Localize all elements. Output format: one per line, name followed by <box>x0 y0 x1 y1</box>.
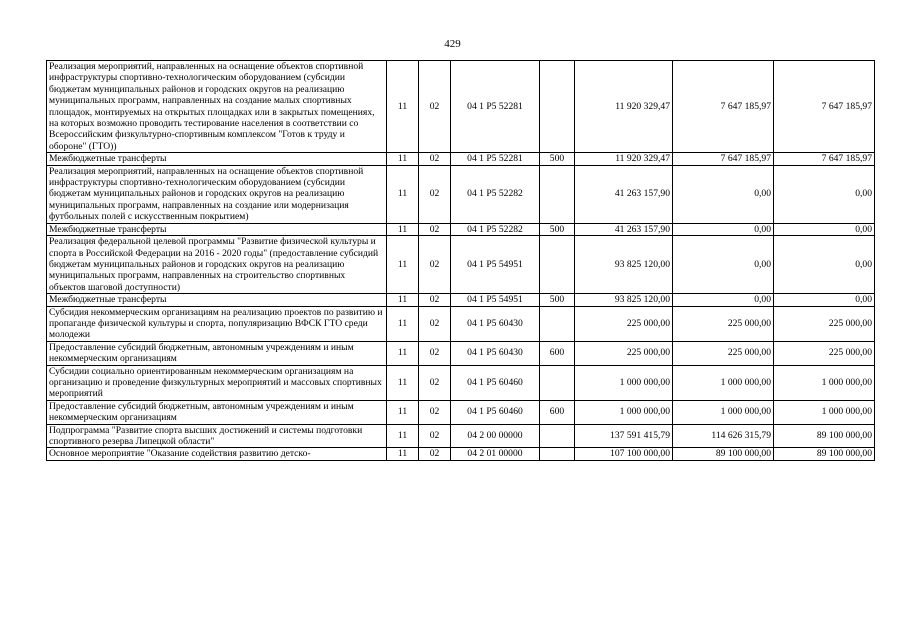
section-cell: 11 <box>387 424 419 448</box>
subsection-cell: 02 <box>419 223 451 235</box>
table-row <box>47 165 875 223</box>
amount-year2-cell: 1 000 000,00 <box>673 400 774 424</box>
amount-year3-cell: 1 000 000,00 <box>774 365 875 400</box>
expense-type-cell <box>540 448 575 460</box>
name-cell: Предоставление субсидий бюджетным, автономным учреждениям и иным некоммерческим организациям <box>47 341 387 365</box>
expense-type-cell: 600 <box>540 341 575 365</box>
name-cell: Подпрограмма "Развитие спорта высших достижений и системы подготовки спортивного резерва Липецкой области" <box>47 424 387 448</box>
name-cell: Реализация мероприятий, направленных на оснащение объектов спортивной инфраструктуры спортивно-технологическим оборудованием (субсидии бюджетам муниципальных районов и городских округов на реализацию муниципальных программ, направленных на создание или модернизация футбольных полей с искусственным покрытием) <box>47 165 387 223</box>
name-cell: Межбюджетные трансферты <box>47 223 387 235</box>
table-row <box>47 223 875 235</box>
target-article-cell: 04 2 01 00000 <box>451 448 540 460</box>
expense-type-cell <box>540 236 575 294</box>
amount-year1-cell: 1 000 000,00 <box>575 400 673 424</box>
section-cell: 11 <box>387 236 419 294</box>
amount-year1-cell: 93 825 120,00 <box>575 294 673 306</box>
subsection-cell: 02 <box>419 236 451 294</box>
target-article-cell: 04 1 P5 54951 <box>451 294 540 306</box>
table-row <box>47 236 875 294</box>
amount-year3-cell: 225 000,00 <box>774 306 875 341</box>
amount-year2-cell: 89 100 000,00 <box>673 448 774 460</box>
subsection-cell: 02 <box>419 306 451 341</box>
table-row <box>47 448 875 460</box>
target-article-cell: 04 1 P5 60460 <box>451 365 540 400</box>
table-row <box>47 306 875 341</box>
amount-year1-cell: 107 100 000,00 <box>575 448 673 460</box>
expense-type-cell <box>540 165 575 223</box>
name-cell: Межбюджетные трансферты <box>47 294 387 306</box>
amount-year3-cell: 1 000 000,00 <box>774 400 875 424</box>
amount-year2-cell: 225 000,00 <box>673 341 774 365</box>
target-article-cell: 04 1 P5 52282 <box>451 223 540 235</box>
section-cell: 11 <box>387 365 419 400</box>
amount-year3-cell: 0,00 <box>774 223 875 235</box>
target-article-cell: 04 1 P5 60430 <box>451 341 540 365</box>
table-body <box>47 61 875 461</box>
section-cell: 11 <box>387 61 419 153</box>
amount-year1-cell: 225 000,00 <box>575 341 673 365</box>
amount-year3-cell: 7 647 185,97 <box>774 153 875 165</box>
subsection-cell: 02 <box>419 153 451 165</box>
target-article-cell: 04 1 P5 52282 <box>451 165 540 223</box>
amount-year1-cell: 225 000,00 <box>575 306 673 341</box>
table-row <box>47 400 875 424</box>
amount-year2-cell: 0,00 <box>673 165 774 223</box>
target-article-cell: 04 2 00 00000 <box>451 424 540 448</box>
amount-year3-cell: 7 647 185,97 <box>774 61 875 153</box>
target-article-cell: 04 1 P5 60430 <box>451 306 540 341</box>
expense-type-cell: 500 <box>540 223 575 235</box>
subsection-cell: 02 <box>419 424 451 448</box>
amount-year1-cell: 11 920 329,47 <box>575 61 673 153</box>
name-cell: Основное мероприятие "Оказание содействия развитию детско- <box>47 448 387 460</box>
name-cell: Предоставление субсидий бюджетным, автономным учреждениям и иным некоммерческим организациям <box>47 400 387 424</box>
subsection-cell: 02 <box>419 400 451 424</box>
table-row <box>47 294 875 306</box>
amount-year2-cell: 1 000 000,00 <box>673 365 774 400</box>
name-cell: Реализация мероприятий, направленных на оснащение объектов спортивной инфраструктуры спортивно-технологическим оборудованием (субсидии бюджетам муниципальных районов и городских округов на реализацию муниципальных программ, направленных на создание малых спортивных площадок, монтируемых на открытых площадках или в закрытых помещениях, на которых возможно проводить тестирование населения в соответствии со Всероссийским физкультурно-спортивным комплексом "Готов к труду и обороне" (ГТО)) <box>47 61 387 153</box>
amount-year1-cell: 93 825 120,00 <box>575 236 673 294</box>
section-cell: 11 <box>387 341 419 365</box>
amount-year1-cell: 41 263 157,90 <box>575 223 673 235</box>
amount-year1-cell: 11 920 329,47 <box>575 153 673 165</box>
amount-year2-cell: 7 647 185,97 <box>673 153 774 165</box>
amount-year3-cell: 225 000,00 <box>774 341 875 365</box>
subsection-cell: 02 <box>419 61 451 153</box>
amount-year2-cell: 0,00 <box>673 294 774 306</box>
amount-year3-cell: 0,00 <box>774 165 875 223</box>
name-cell: Субсидия некоммерческим организациям на реализацию проектов по развитию и пропаганде физической культуры и спорта, популяризацию ВФСК ГТО среди молодежи <box>47 306 387 341</box>
budget-table <box>46 60 875 461</box>
page-number: 429 <box>444 38 461 50</box>
expense-type-cell <box>540 61 575 153</box>
amount-year3-cell: 0,00 <box>774 236 875 294</box>
table-row <box>47 424 875 448</box>
amount-year1-cell: 41 263 157,90 <box>575 165 673 223</box>
amount-year2-cell: 114 626 315,79 <box>673 424 774 448</box>
table-row <box>47 153 875 165</box>
amount-year3-cell: 89 100 000,00 <box>774 424 875 448</box>
section-cell: 11 <box>387 400 419 424</box>
target-article-cell: 04 1 P5 60460 <box>451 400 540 424</box>
amount-year2-cell: 7 647 185,97 <box>673 61 774 153</box>
expense-type-cell <box>540 424 575 448</box>
table-row <box>47 341 875 365</box>
target-article-cell: 04 1 P5 52281 <box>451 153 540 165</box>
name-cell: Субсидии социально ориентированным некоммерческим организациям на организацию и проведение физкультурных мероприятий и массовых спортивных мероприятий <box>47 365 387 400</box>
section-cell: 11 <box>387 223 419 235</box>
section-cell: 11 <box>387 448 419 460</box>
expense-type-cell <box>540 306 575 341</box>
section-cell: 11 <box>387 153 419 165</box>
table-row <box>47 61 875 153</box>
expense-type-cell <box>540 365 575 400</box>
subsection-cell: 02 <box>419 365 451 400</box>
name-cell: Межбюджетные трансферты <box>47 153 387 165</box>
section-cell: 11 <box>387 165 419 223</box>
target-article-cell: 04 1 P5 52281 <box>451 61 540 153</box>
target-article-cell: 04 1 P5 54951 <box>451 236 540 294</box>
amount-year1-cell: 137 591 415,79 <box>575 424 673 448</box>
section-cell: 11 <box>387 306 419 341</box>
amount-year3-cell: 0,00 <box>774 294 875 306</box>
subsection-cell: 02 <box>419 294 451 306</box>
amount-year2-cell: 0,00 <box>673 236 774 294</box>
section-cell: 11 <box>387 294 419 306</box>
subsection-cell: 02 <box>419 341 451 365</box>
name-cell: Реализация федеральной целевой программы "Развитие физической культуры и спорта в Российской Федерации на 2016 - 2020 годы" (предоставление субсидий бюджетам муниципальных районов и городских округов на реализацию муниципальных программ, направленных на строительство спортивных объектов шаговой доступности) <box>47 236 387 294</box>
amount-year2-cell: 225 000,00 <box>673 306 774 341</box>
subsection-cell: 02 <box>419 165 451 223</box>
amount-year2-cell: 0,00 <box>673 223 774 235</box>
expense-type-cell: 500 <box>540 153 575 165</box>
expense-type-cell: 600 <box>540 400 575 424</box>
amount-year3-cell: 89 100 000,00 <box>774 448 875 460</box>
expense-type-cell: 500 <box>540 294 575 306</box>
table-row <box>47 365 875 400</box>
amount-year1-cell: 1 000 000,00 <box>575 365 673 400</box>
subsection-cell: 02 <box>419 448 451 460</box>
